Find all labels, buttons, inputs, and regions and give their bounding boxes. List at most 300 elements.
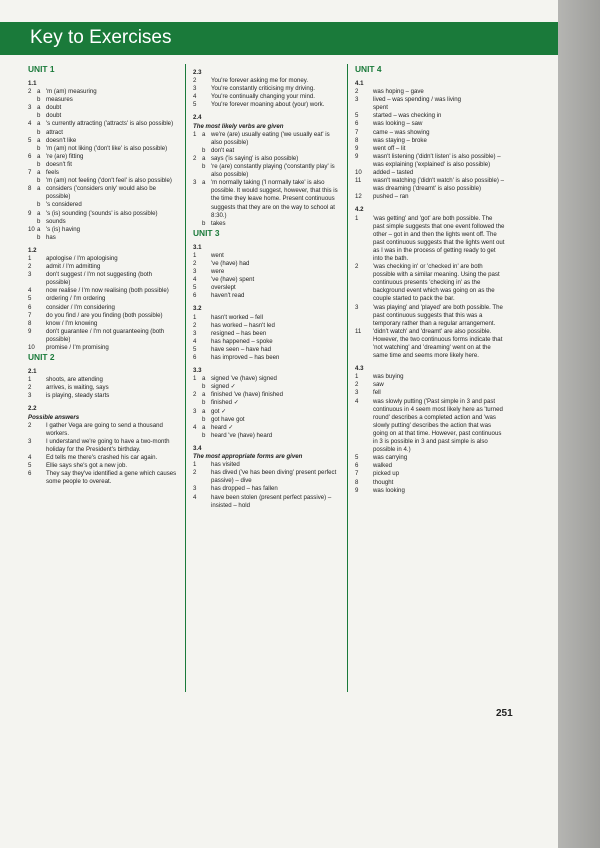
item-number: 7 [28, 311, 32, 319]
answer-row [193, 292, 339, 300]
answer-text: 's (is) sounding ('sounds' is also possible) [46, 209, 158, 217]
item-letter [37, 470, 46, 486]
item-number: 2 [193, 391, 197, 399]
answer-row [28, 320, 178, 328]
answer-row [28, 287, 178, 295]
item-number [193, 147, 202, 155]
item-letter [202, 276, 211, 284]
answer-text: shoots, are attending [46, 376, 103, 384]
answer-text: don't guarantee / I'm not guaranteeing (both possible) [46, 327, 165, 343]
answer-row [28, 112, 178, 120]
answer-row [193, 383, 339, 391]
answer-text: don't eat [211, 146, 235, 154]
item-letter [364, 153, 373, 169]
item-letter: b [37, 128, 41, 136]
answer-text: 'm (am) not liking ('don't like' is also possible) [46, 144, 168, 152]
answer-text: came – was showing [373, 128, 430, 136]
item-letter [364, 145, 373, 153]
item-letter [37, 263, 46, 271]
item-number: 9 [355, 144, 359, 152]
exercise-number: 3.2 [193, 305, 202, 313]
answer-row [193, 485, 339, 493]
item-letter [364, 454, 373, 462]
item-letter: b [202, 163, 206, 171]
item-letter [364, 328, 373, 360]
exercise-number: 3.4 [193, 444, 202, 452]
answer-text: arrives, is waiting, says [46, 384, 109, 392]
item-letter: a [202, 391, 206, 399]
answer-text: resigned – has been [211, 329, 267, 337]
answer-text: fell [373, 389, 381, 397]
item-letter [364, 304, 373, 328]
answer-text: 'm normally taking ('I normally take' is also possible. It would suggest, however, that this is the time they leave home. Present continuous suggests that they are on the way to school at 8:30.) [211, 179, 338, 219]
item-number: 6 [28, 152, 32, 160]
scan-edge-shadow [558, 0, 600, 848]
item-letter: a [37, 169, 41, 177]
answer-row [193, 391, 339, 399]
item-number [28, 234, 37, 242]
item-number: 1 [355, 373, 359, 381]
answer-text: was buying [373, 373, 404, 381]
item-number: 8 [355, 478, 359, 486]
item-number: 5 [355, 454, 359, 462]
answer-row [193, 314, 339, 322]
answer-row [193, 461, 339, 469]
item-number: 5 [193, 284, 197, 292]
item-letter: a [202, 375, 206, 383]
item-number: 3 [193, 179, 197, 187]
item-number: 6 [28, 470, 32, 478]
column-1 [28, 64, 178, 486]
answer-row [28, 145, 178, 153]
item-number: 4 [28, 120, 32, 128]
item-number: 4 [193, 93, 197, 101]
item-letter [202, 330, 211, 338]
item-letter: b [202, 383, 206, 391]
item-letter [364, 137, 373, 145]
answer-text: wasn't listening ('didn't listen' is also possible) – was explaining ('explained' is also possible) [373, 152, 501, 168]
item-number: 12 [355, 193, 362, 201]
item-letter: b [37, 233, 41, 241]
item-number: 10 [355, 169, 362, 177]
answer-row [28, 470, 178, 486]
answer-text: wasn't watching ('didn't watch' is also possible) – was dreaming ('dreamt' is also possible) [373, 177, 504, 193]
item-letter [364, 120, 373, 128]
answer-text: promise / I'm promising [46, 344, 109, 351]
answer-text: 'was getting' and 'got' are both possible. The past simple suggests that one event followed the other – got in and then the lights went off. The past continuous suggests that the lights went out as I was in the process of getting ready to get into the bath. [373, 214, 505, 262]
column-divider [347, 64, 348, 692]
answer-row [28, 392, 178, 400]
item-letter [202, 322, 211, 330]
answer-row [355, 169, 505, 177]
item-number: 1 [193, 251, 197, 259]
answer-row [28, 255, 178, 263]
item-letter: a [37, 209, 41, 217]
answer-row [193, 330, 339, 338]
item-letter [202, 292, 211, 300]
item-letter: b [202, 219, 206, 227]
answer-text: lived – was spending / was living [373, 96, 462, 104]
answer-row [355, 454, 505, 462]
item-number: 2 [355, 381, 359, 389]
item-number: 5 [28, 295, 32, 303]
item-letter [37, 271, 46, 287]
column-2 [193, 64, 339, 510]
item-number: 1 [355, 214, 359, 222]
answer-text: saw [373, 381, 384, 389]
answer-text: is playing, steady starts [46, 392, 110, 400]
answer-row [193, 375, 339, 383]
item-letter [37, 384, 46, 392]
answer-text: have been stolen (present perfect passive) – insisted – hold [211, 493, 332, 509]
item-number: 6 [355, 462, 359, 470]
answer-row [28, 153, 178, 161]
item-letter [364, 389, 373, 397]
exercise-number: 4.3 [355, 365, 364, 373]
item-number [193, 220, 202, 228]
item-number [193, 416, 202, 424]
answer-row [28, 104, 178, 112]
answer-note: Possible answers [28, 413, 80, 421]
item-number: 7 [355, 470, 359, 478]
answer-row [193, 155, 339, 163]
answer-row [355, 470, 505, 478]
answer-row [355, 263, 505, 303]
answer-row [28, 226, 178, 234]
item-number: 8 [355, 136, 359, 144]
item-number [28, 96, 37, 104]
answer-row [28, 304, 178, 312]
item-number: 3 [28, 271, 32, 279]
item-letter: a [202, 130, 206, 138]
answer-text: know / I'm knowing [46, 319, 98, 327]
answer-row [193, 77, 339, 85]
answer-row [28, 438, 178, 454]
answer-text: sounds [46, 217, 66, 225]
answer-row [28, 96, 178, 104]
header-banner [0, 22, 558, 55]
item-letter: a [202, 179, 206, 187]
item-number: 8 [28, 319, 32, 327]
answer-row [193, 322, 339, 330]
answer-text: 's currently attracting ('attracts' is also possible) [46, 120, 174, 128]
exercise-number: 1.1 [28, 80, 37, 87]
answer-text: heard 've (have) heard [211, 431, 273, 439]
item-letter: b [37, 160, 41, 168]
item-letter [364, 129, 373, 137]
answer-text: finished ✓ [211, 399, 239, 407]
answer-text: doesn't like [46, 136, 77, 144]
item-number: 7 [28, 169, 32, 177]
item-letter [202, 485, 211, 493]
answer-row [355, 373, 505, 381]
item-letter: a [37, 185, 41, 193]
answer-text: 'was checking in' or 'checked in' are both possible with a similar meaning. Using the past continuous presents 'checking in' as the background event which was going on as the couple started to pack the bar. [373, 263, 500, 303]
answer-text: were [211, 268, 225, 276]
item-letter [37, 462, 46, 470]
answer-row [193, 252, 339, 260]
answer-row [193, 399, 339, 407]
answer-row [193, 416, 339, 424]
item-letter [364, 193, 373, 201]
item-number: 3 [355, 389, 359, 397]
item-letter [202, 268, 211, 276]
item-letter [202, 252, 211, 260]
item-number: 4 [193, 276, 197, 284]
item-number: 2 [355, 88, 359, 96]
item-number: 6 [193, 354, 197, 361]
answer-text: hasn't worked – fell [211, 313, 263, 321]
item-letter: a [202, 407, 206, 415]
answer-text: 're (are) constantly playing ('constantly play' is also possible) [211, 163, 335, 179]
answer-text: measures [46, 96, 73, 104]
item-number: 5 [193, 101, 197, 109]
item-number: 10 [28, 344, 35, 351]
item-letter [37, 438, 46, 454]
answer-text: says ('is saying' is also possible) [211, 154, 299, 162]
answer-row [193, 276, 339, 284]
item-number: 4 [193, 493, 197, 501]
answer-row [355, 137, 505, 145]
item-letter [364, 263, 373, 303]
answer-text: picked up [373, 470, 400, 478]
answer-text: ordering / I'm ordering [46, 295, 106, 303]
item-number [28, 177, 37, 185]
answer-text: spent [373, 104, 388, 112]
item-number [193, 432, 202, 440]
answer-text: attract [46, 128, 63, 136]
answer-text: 'was playing' and 'played' are both possible. The past continuous suggests that this was a temporary rather than a regular arrangement. [373, 303, 503, 327]
answer-note: The most appropriate forms are given [193, 453, 303, 461]
column-3 [355, 64, 505, 495]
answer-row [28, 185, 178, 201]
item-letter [202, 346, 211, 354]
exercise-number: 2.2 [28, 405, 37, 413]
item-number: 4 [28, 287, 32, 295]
item-letter [364, 381, 373, 389]
answer-row [28, 161, 178, 169]
item-letter [364, 177, 373, 193]
answer-text: 've (have) spent [211, 276, 255, 284]
answer-text: was hoping – gave [373, 88, 424, 96]
item-number: 6 [355, 120, 359, 128]
item-letter [37, 328, 46, 344]
exercise-number: 2.1 [28, 368, 37, 376]
item-number: 5 [28, 462, 32, 470]
page-number: 251 [496, 708, 513, 719]
answer-row [28, 422, 178, 438]
item-number [193, 163, 202, 179]
answer-row [355, 129, 505, 137]
item-number: 9 [28, 327, 32, 335]
item-letter: a [37, 120, 41, 128]
item-letter [364, 470, 373, 478]
answer-text: doubt [46, 112, 62, 120]
answer-text: was looking – saw [373, 120, 423, 128]
answer-row [28, 137, 178, 145]
item-letter [364, 373, 373, 381]
answer-text: went off – lit [373, 144, 406, 152]
answer-row [193, 354, 339, 362]
item-number: 9 [355, 486, 359, 494]
answer-text: has improved – has been [211, 354, 280, 361]
answer-text: haven't read [211, 292, 245, 300]
answer-text: we're (are) usually eating ('we usually eat' is also possible) [211, 130, 330, 146]
answer-row [193, 432, 339, 440]
item-letter [364, 112, 373, 120]
answer-text: Ed tells me there's crashed his car again. [46, 454, 158, 462]
answer-text: You're continually changing your mind. [211, 93, 315, 101]
item-letter: b [202, 146, 206, 154]
item-letter [364, 215, 373, 264]
item-letter [202, 461, 211, 469]
answer-text: You're forever asking me for money. [211, 77, 309, 85]
item-letter: b [37, 201, 41, 209]
answer-row [355, 120, 505, 128]
answer-row [355, 104, 505, 112]
answer-row [28, 234, 178, 242]
item-number: 2 [193, 259, 197, 267]
item-number: 5 [355, 112, 359, 120]
item-letter: b [37, 144, 41, 152]
answer-text: doubt [46, 104, 62, 112]
item-letter [364, 96, 373, 104]
answer-text: signed ✓ [211, 383, 236, 391]
answer-text: 'didn't watch' and 'dreamt' are also possible. However, the two continuous forms indicate that 'not watching' and 'dreaming' went on at the same time and seems more likely here. [373, 327, 503, 360]
answer-row [355, 381, 505, 389]
item-number: 2 [355, 263, 359, 271]
answer-text: now realise / I'm now realising (both possible) [46, 287, 169, 295]
item-letter: b [37, 177, 41, 185]
item-letter: b [37, 217, 41, 225]
item-number: 2 [193, 321, 197, 329]
answer-text: admit / I'm admitting [46, 263, 101, 271]
answer-row [355, 88, 505, 96]
item-letter [202, 101, 211, 109]
item-number: 11 [355, 177, 362, 185]
answer-text: has dropped – has fallen [211, 485, 278, 493]
answer-row [28, 201, 178, 209]
item-number: 3 [193, 329, 197, 337]
item-number: 3 [355, 96, 359, 104]
item-letter [364, 398, 373, 455]
item-letter [202, 77, 211, 85]
answer-text: doesn't fit [46, 160, 72, 168]
answer-text: thought [373, 478, 394, 486]
answer-row [28, 344, 178, 352]
item-number: 2 [28, 88, 32, 96]
answer-row [193, 260, 339, 268]
answer-row [193, 220, 339, 228]
item-letter [37, 376, 46, 384]
answer-text: started – was checking in [373, 112, 442, 120]
answer-row [193, 85, 339, 93]
answer-text: 've (have) had [211, 259, 250, 267]
item-letter [202, 314, 211, 322]
item-number: 1 [193, 313, 197, 321]
answer-row [355, 153, 505, 169]
answer-row [28, 120, 178, 128]
answer-row [193, 163, 339, 179]
answer-text: consider / I'm considering [46, 303, 115, 311]
item-letter [364, 479, 373, 487]
item-letter [202, 260, 211, 268]
answer-text: feels [46, 169, 59, 177]
answer-text: They say they've identified a gene which causes some people to overeat. [46, 470, 177, 486]
item-letter [37, 320, 46, 328]
answer-row [28, 328, 178, 344]
answer-row [355, 145, 505, 153]
answer-text: has [46, 233, 56, 241]
answer-text: got ✓ [211, 407, 227, 415]
answer-text: got have got [211, 415, 245, 423]
item-letter [202, 284, 211, 292]
unit-heading: UNIT 4 [355, 64, 382, 74]
item-letter [37, 304, 46, 312]
exercise-number: 1.2 [28, 246, 37, 254]
answer-row [355, 112, 505, 120]
item-number: 9 [28, 209, 32, 217]
answer-row [193, 268, 339, 276]
answer-row [28, 454, 178, 462]
item-letter: a [37, 104, 41, 112]
answer-text: was looking [373, 486, 405, 494]
answer-text: I gather Vega are going to send a thousand workers. [46, 421, 163, 437]
answer-text: You're forever moaning about (your) work. [211, 101, 325, 109]
answer-row [28, 218, 178, 226]
answer-row [28, 376, 178, 384]
answer-row [193, 494, 339, 510]
answer-row [355, 177, 505, 193]
answer-text: don't suggest / I'm not suggesting (both possible) [46, 271, 152, 287]
item-letter [202, 93, 211, 101]
item-number: 1 [28, 254, 32, 262]
unit-heading: UNIT 1 [28, 64, 55, 74]
item-number: 7 [355, 128, 359, 136]
answer-text: 'm (am) not feeling ('don't feel' is also possible) [46, 177, 172, 185]
answer-row [193, 338, 339, 346]
answer-row [355, 215, 505, 264]
answer-row [193, 147, 339, 155]
answer-row [193, 469, 339, 485]
item-letter [37, 344, 46, 352]
answer-row [355, 96, 505, 104]
item-letter: a [202, 423, 206, 431]
item-number: 5 [28, 136, 32, 144]
answer-text: pushed – ran [373, 193, 409, 201]
item-letter [202, 469, 211, 485]
item-number: 3 [28, 437, 32, 445]
item-letter: a [202, 154, 206, 162]
item-letter [37, 255, 46, 263]
answer-row [355, 398, 505, 455]
item-letter [202, 354, 211, 362]
answer-row [193, 93, 339, 101]
item-number: 4 [193, 423, 197, 431]
item-letter: a [37, 225, 41, 233]
answer-text: 's (is) having [46, 225, 81, 233]
item-letter: a [37, 136, 41, 144]
item-number: 3 [355, 303, 359, 311]
exercise-number: 2.3 [193, 69, 202, 76]
item-number [28, 161, 37, 169]
answer-text: finished 've (have) finished [211, 391, 283, 399]
answer-row [28, 462, 178, 470]
item-letter [202, 85, 211, 93]
item-number [193, 383, 202, 391]
item-number [28, 218, 37, 226]
answer-row [193, 131, 339, 147]
